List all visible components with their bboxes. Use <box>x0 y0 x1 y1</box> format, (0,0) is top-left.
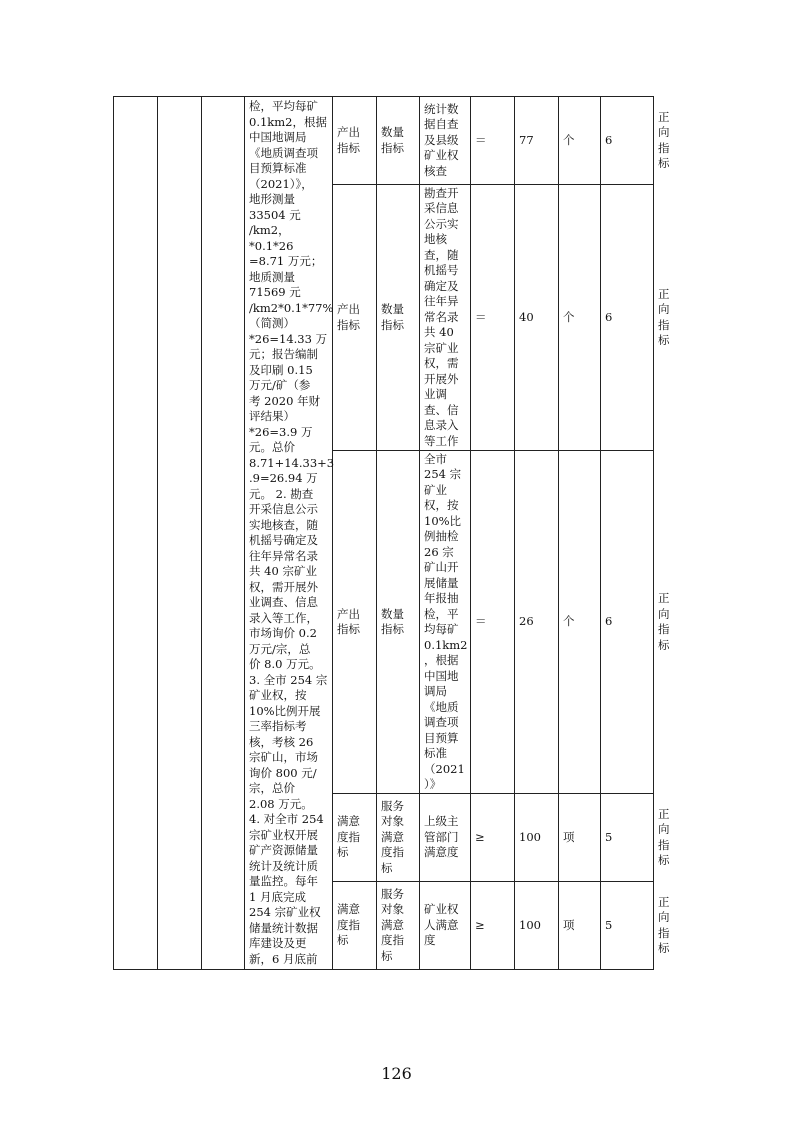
budget-description-cell: 检，平均每矿 0.1km2，根据 中国地调局 《地质调查项 目预算标准 （2021）》， 地形测量 33504 元 /km2，*0.1*26 =8.71 万元； 地质测量 71569 元 /km2*0.1*77% （简测） *26=14.33 万 元；报告编制 及印刷 0.15 万元/矿（参 考 2020 年财 评结果） *26=3.9 万 元。总价 8.71+14.33+3 .9=26.94 万 元。 2. 勘查 开采信息公示 实地核查，随 机摇号确定及 往年异常名录 共 40 宗矿业 权，需开展外 业调查、信息 录入等工作， 市场询价 0.2 万元/宗，总 价 8.0 万元。 3. 全市 254 宗 矿业权，按 10%比例开展 三率指标考 核，考核 26 宗矿山，市场 询价 800 元/ 宗，总价 2.08 万元。 4. 对全市 254 宗矿业权开展 矿产资源储量 统计及统计质 量监控。每年 1 月底完成 254 宗矿业权 储量统计数据 库建设及更 新，6 月底前 <box>245 97 333 970</box>
level1-indicator-cell: 产出 指标 <box>333 185 377 451</box>
indicator-source-cell: 勘查开 采信息 公示实 地核 查，随 机摇号 确定及 往年异 常名录 共 40 宗矿业 权，需 开展外 业调 查、信 息录入 等工作 <box>420 185 471 451</box>
level2-indicator-cell: 数量 指标 <box>377 97 420 185</box>
page-number: 126 <box>381 1064 412 1083</box>
score-cell: 6 <box>601 97 654 185</box>
target-value-cell: 40 <box>515 185 559 451</box>
operator-cell: ≥ <box>471 794 515 882</box>
operator-cell: ＝ <box>471 97 515 185</box>
operator-cell: ≥ <box>471 882 515 970</box>
indicator-source-cell: 矿业权 人满意 度 <box>420 882 471 970</box>
target-value-cell: 77 <box>515 97 559 185</box>
score-cell: 5 <box>601 882 654 970</box>
unit-cell: 个 <box>559 451 601 794</box>
unit-cell: 项 <box>559 794 601 882</box>
table-row: 产出 指标 数量 指标 勘查开 采信息 公示实 地核 查，随 机摇号 确定及 往年异 常名录 共 40 宗矿业 权，需 开展外 业调 查、信 息录入 等工作 ＝ 40 个 6 正向指 标 <box>114 185 654 451</box>
table-row: 满意 度指 标 服务 对象 满意 度指 标 上级主 管部门 满意度 ≥ 100 项 5 正向指 标 <box>114 794 654 882</box>
unit-cell: 个 <box>559 97 601 185</box>
operator-cell: ＝ <box>471 185 515 451</box>
level2-indicator-cell: 服务 对象 满意 度指 标 <box>377 882 420 970</box>
level1-indicator-cell: 满意 度指 标 <box>333 882 377 970</box>
table-row: 满意 度指 标 服务 对象 满意 度指 标 矿业权 人满意 度 ≥ 100 项 5 正向指 标 <box>114 882 654 970</box>
level1-indicator-cell: 产出 指标 <box>333 451 377 794</box>
target-value-cell: 26 <box>515 451 559 794</box>
level2-indicator-cell: 数量 指标 <box>377 185 420 451</box>
indicator-source-cell: 统计数 据自查 及县级 矿业权 核查 <box>420 97 471 185</box>
indicator-source-cell: 全市 254 宗 矿业 权，按 10%比 例抽检 26 宗 矿山开 展储量 年报抽 检，平 均每矿 0.1km2 ，根据 中国地 调局 《地质 调查项 目预算 标准 （2021 ）》 <box>420 451 471 794</box>
target-value-cell: 100 <box>515 794 559 882</box>
target-value-cell: 100 <box>515 882 559 970</box>
table-row: 产出 指标 数量 指标 全市 254 宗 矿业 权，按 10%比 例抽检 26 宗 矿山开 展储量 年报抽 检，平 均每矿 0.1km2 ，根据 中国地 调局 《地质 调查项 目预算 标准 （2021 ）》 ＝ 26 个 6 正向指 标 <box>114 451 654 794</box>
score-cell: 6 <box>601 185 654 451</box>
indicator-table <box>113 96 670 970</box>
empty-cell <box>202 97 245 970</box>
empty-cell <box>114 97 158 970</box>
empty-cell <box>158 97 202 970</box>
level2-indicator-cell: 数量 指标 <box>377 451 420 794</box>
score-cell: 5 <box>601 794 654 882</box>
score-cell: 6 <box>601 451 654 794</box>
level2-indicator-cell: 服务 对象 满意 度指 标 <box>377 794 420 882</box>
level1-indicator-cell: 产出 指标 <box>333 97 377 185</box>
indicator-source-cell: 上级主 管部门 满意度 <box>420 794 471 882</box>
level1-indicator-cell: 满意 度指 标 <box>333 794 377 882</box>
unit-cell: 个 <box>559 185 601 451</box>
table-row: 检，平均每矿 0.1km2，根据 中国地调局 《地质调查项 目预算标准 （2021）》， 地形测量 33504 元 /km2，*0.1*26 =8.71 万元； 地质测量 71569 元 /km2*0.1*77% （简测） *26=14.33 万 元；报告编制 及印刷 0.15 万元/矿（参 考 2020 年财 评结果） *26=3.9 万 元。总价 8.71+14.33+3 .9=26.94 万 元。 2. 勘查 开采信息公示 实地核查，随 机摇号确定及 往年异常名录 共 40 宗矿业 权，需开展外 业调查、信息 录入等工作， 市场询价 0.2 万元/宗，总 价 8.0 万元。 3. 全市 254 宗 矿业权，按 10%比例开展 三率指标考 核，考核 26 宗矿山，市场 询价 800 元/ 宗，总价 2.08 万元。 4. 对全市 254 宗矿业权开展 矿产资源储量 统计及统计质 量监控。每年 1 月底完成 254 宗矿业权 储量统计数据 库建设及更 新，6 月底前 产出 指标 数量 指标 统计数 据自查 及县级 矿业权 核查 ＝ 77 个 6 正向指 标 <box>114 97 654 185</box>
unit-cell: 项 <box>559 882 601 970</box>
operator-cell: ＝ <box>471 451 515 794</box>
